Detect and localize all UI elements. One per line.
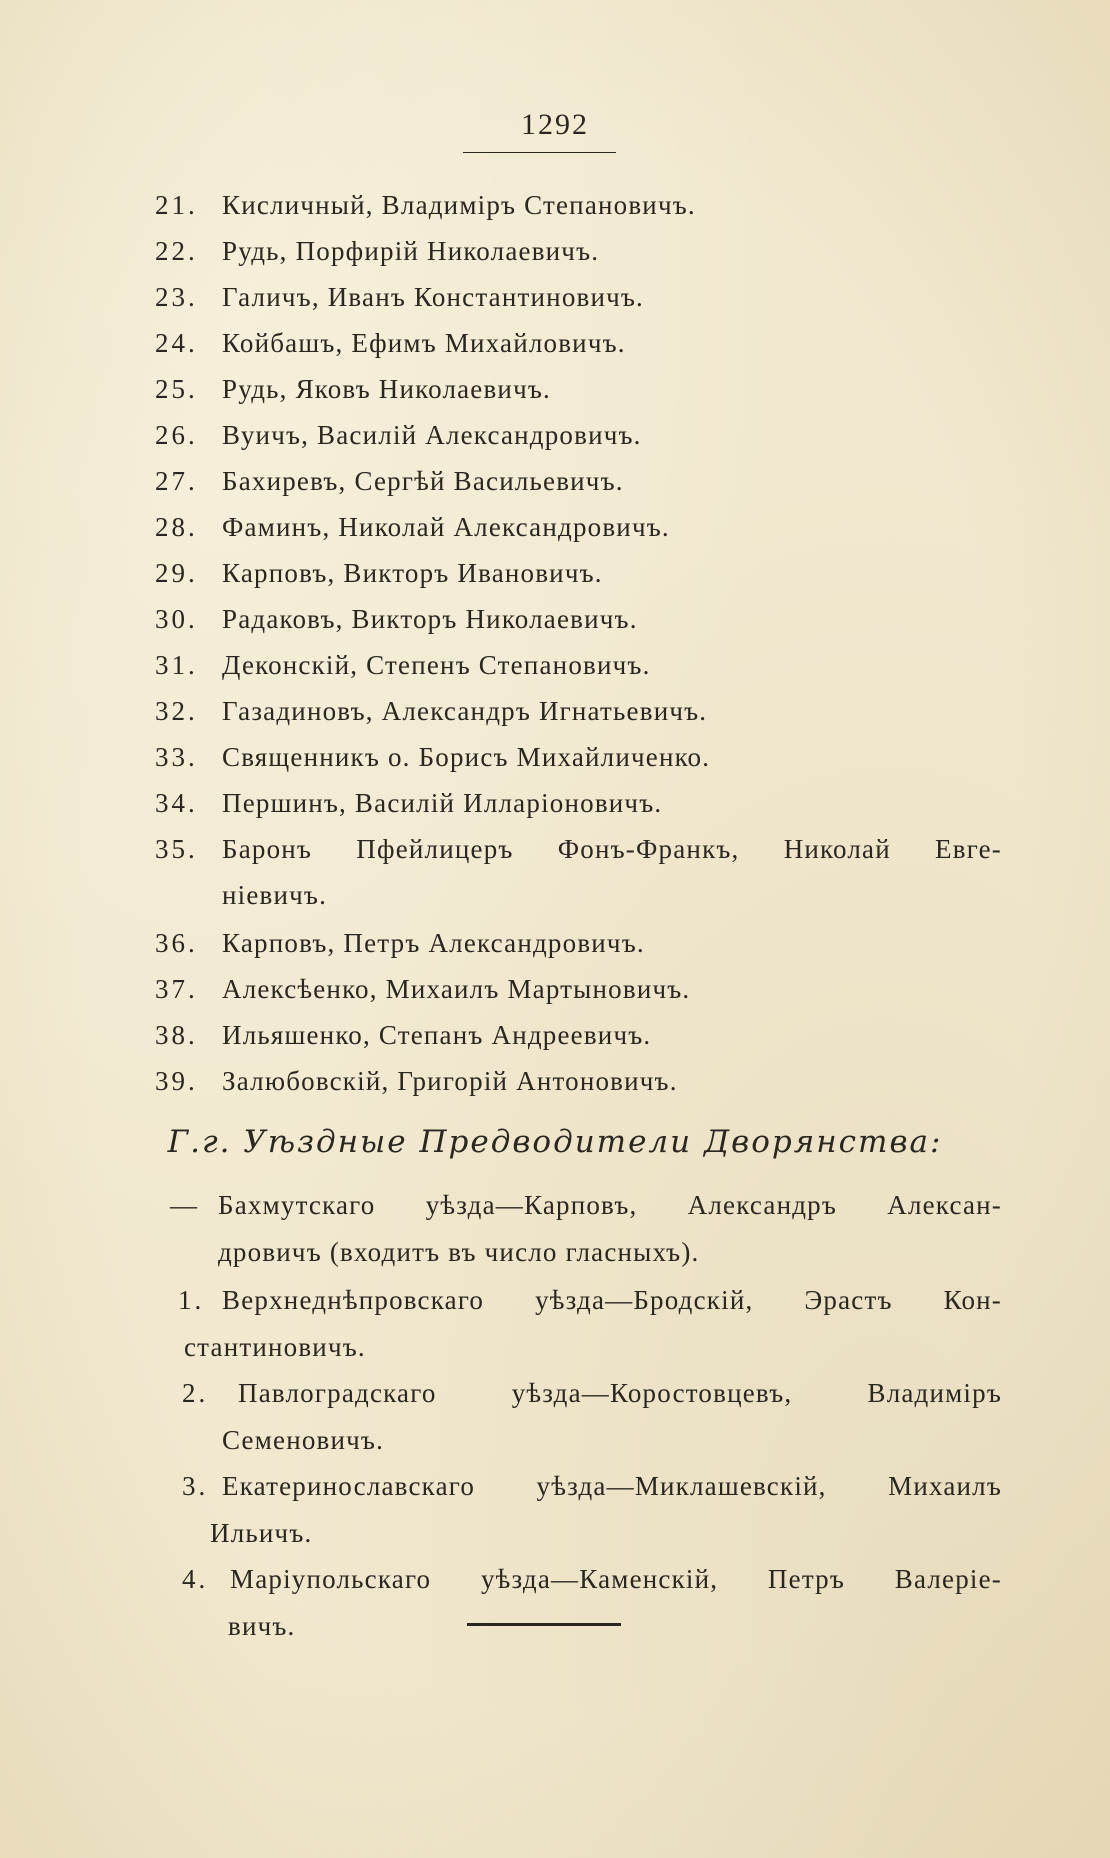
marshal-item-number: 4. [182,1564,209,1594]
marshal-item-text: Екатеринославскаго уѣзда—Миклашевскій, Михаилъ [222,1471,1002,1501]
list-item-text: Рудь, Яковъ Николаевичъ. [222,374,551,404]
marshal-item-text-continued: стантиновичъ. [184,1332,366,1362]
marshal-item-text: Маріупольскаго уѣзда—Каменскій, Петръ Валеріе- [230,1564,1002,1594]
marshal-item-number: 2. [182,1378,209,1408]
list-item-number: 29. [155,558,198,588]
marshal-item-text: Верхнеднѣпровскаго уѣзда—Бродскій, Эрастъ Кон- [222,1285,1002,1315]
list-item-text: Кисличный, Владиміръ Степановичъ. [222,190,696,220]
list-item-text-continued: ніевичъ. [222,880,328,910]
list-item-number: 36. [155,928,198,958]
list-item-text: Залюбовскій, Григорій Антоновичъ. [222,1066,678,1096]
list-item-number: 32. [155,696,198,726]
list-item-number: 31. [155,650,198,680]
marshal-item-text-continued: Семеновичъ. [222,1425,385,1455]
list-item-text: Карповъ, Викторъ Ивановичъ. [222,558,603,588]
marshal-item-number: 1. [178,1285,205,1315]
list-item-text: Фаминъ, Николай Александровичъ. [222,512,670,542]
list-item-text: Койбашъ, Ефимъ Михайловичъ. [222,328,626,358]
list-item-number: 28. [155,512,198,542]
page-number: 1292 [521,108,589,141]
header-rule [463,152,616,153]
marshal-item-text: Павлоградскаго уѣзда—Коростовцевъ, Владиміръ [238,1378,1002,1408]
marshal-item-text-continued: вичъ. [228,1611,296,1641]
list-item-text: Деконскій, Степенъ Степановичъ. [222,650,651,680]
list-item-text: Галичъ, Иванъ Константиновичъ. [222,282,645,312]
list-item-text: Вуичъ, Василій Александровичъ. [222,420,642,450]
list-item-number: 22. [155,236,198,266]
list-item-number: 34. [155,788,198,818]
list-item-text: Ильяшенко, Степанъ Андреевичъ. [222,1020,652,1050]
list-item-number: 30. [155,604,198,634]
list-item-number: 21. [155,190,198,220]
list-item-text: Рудь, Порфирій Николаевичъ. [222,236,600,266]
list-item-number: 25. [155,374,198,404]
list-item-number: 35. [155,834,198,864]
marshal-item-number: 3. [182,1471,209,1501]
list-item-text: Газадиновъ, Александръ Игнатьевичъ. [222,696,708,726]
list-item-text: Бахиревъ, Сергѣй Васильевичъ. [222,466,624,496]
list-item-text: Першинъ, Василій Илларіоновичъ. [222,788,663,818]
list-item-number: 23. [155,282,198,312]
list-item-number: 39. [155,1066,198,1096]
footer-rule [467,1623,621,1626]
list-item-number: 26. [155,420,198,450]
marshal-item-text-continued: Ильичъ. [210,1518,313,1548]
section-heading: Г.г. Уѣздные Предводители Дворянства: [167,1124,943,1160]
list-item-number: 33. [155,742,198,772]
list-item-text: Священникъ о. Борисъ Михайличенко. [222,742,711,772]
marshal-item-marker: — [170,1190,200,1220]
list-item-text: Радаковъ, Викторъ Николаевичъ. [222,604,638,634]
list-item-text: Алексѣенко, Михаилъ Мартыновичъ. [222,974,691,1004]
list-item-text: Карповъ, Петръ Александровичъ. [222,928,645,958]
list-item-text: Баронъ Пфейлицеръ Фонъ-Франкъ, Николай Евге- [222,834,1002,864]
marshal-item-text-continued: дровичъ (входитъ въ число гласныхъ). [218,1237,700,1267]
list-item-number: 27. [155,466,198,496]
list-item-number: 37. [155,974,198,1004]
marshal-item-text: Бахмутскаго уѣзда—Карповъ, Александръ Алексан- [218,1190,1002,1220]
list-item-number: 38. [155,1020,198,1050]
list-item-number: 24. [155,328,198,358]
